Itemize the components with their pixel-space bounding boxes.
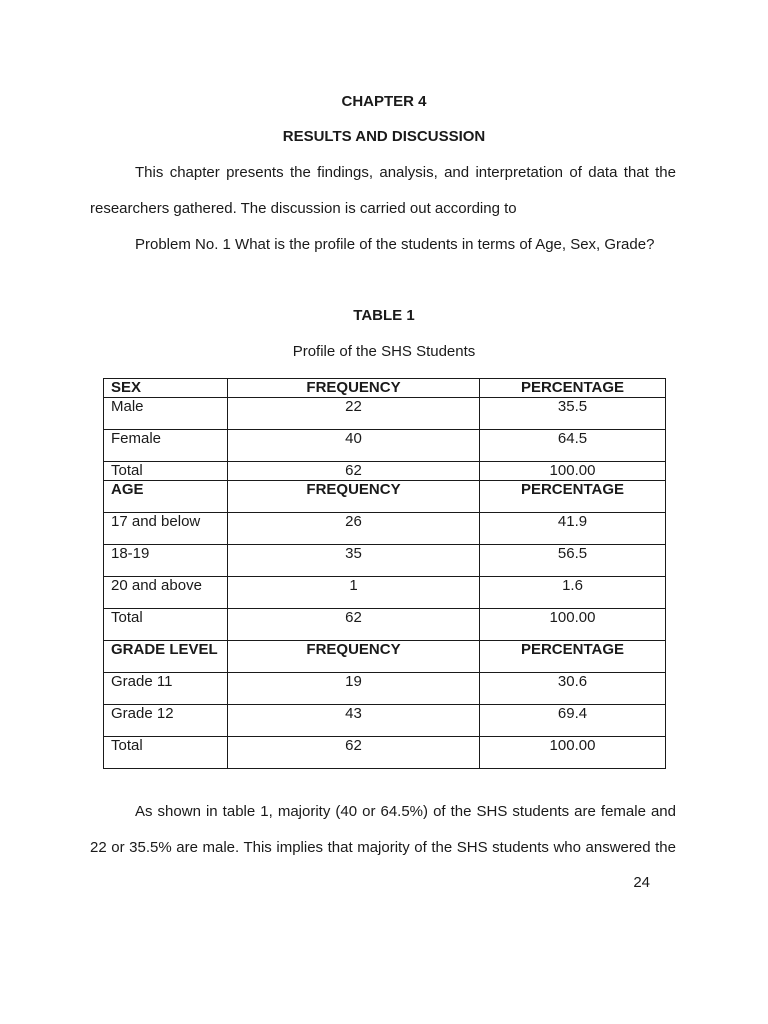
discussion-line-1	[90, 802, 676, 822]
table-cell: 22	[228, 398, 480, 430]
table-header-row-age	[104, 481, 666, 513]
discussion-line-2: 22 or 35.5% are male. This implies that majority of the SHS students who answered the	[90, 839, 676, 856]
section-heading: RESULTS AND DISCUSSION	[282, 128, 486, 145]
table-cell: 40	[228, 430, 480, 462]
table-row-total	[104, 609, 666, 641]
profile-table	[103, 378, 666, 769]
table-header-row-sex	[104, 379, 666, 398]
intro-line-1-text: This chapter presents the findings, analysis, and interpretation of data that the	[135, 164, 676, 181]
table-cell: 1	[228, 577, 480, 609]
table-row	[104, 673, 666, 705]
table-cell: 17 and below	[104, 513, 228, 545]
table-cell: 64.5	[480, 430, 666, 462]
chapter-title: CHAPTER 4	[341, 93, 427, 110]
table-cell: 62	[228, 462, 480, 481]
discussion-line-1-text: As shown in table 1, majority (40 or 64.5%) of the SHS students are female and	[135, 803, 676, 820]
table-row-total	[104, 462, 666, 481]
header-cell: GRADE LEVEL	[104, 641, 228, 673]
table-cell: 62	[228, 609, 480, 641]
table-row	[104, 545, 666, 577]
table-cell: 26	[228, 513, 480, 545]
intro-line-2: researchers gathered. The discussion is carried out according to	[90, 200, 517, 217]
table-row	[104, 705, 666, 737]
table-row-total	[104, 737, 666, 769]
table-cell: 43	[228, 705, 480, 737]
table-cell: Total	[104, 609, 228, 641]
header-cell: FREQUENCY	[228, 641, 480, 673]
table-cell: 1.6	[480, 577, 666, 609]
intro-line-1	[90, 163, 676, 183]
table-row	[104, 430, 666, 462]
table-cell: 100.00	[480, 737, 666, 769]
table-cell: 19	[228, 673, 480, 705]
table-header-row-grade	[104, 641, 666, 673]
table-cell: 35	[228, 545, 480, 577]
table-cell: 69.4	[480, 705, 666, 737]
table-cell: Female	[104, 430, 228, 462]
table-cell: 30.6	[480, 673, 666, 705]
table-cell: Grade 12	[104, 705, 228, 737]
problem-statement: Problem No. 1 What is the profile of the students in terms of Age, Sex, Grade?	[135, 236, 655, 253]
header-cell: AGE	[104, 481, 228, 513]
table-caption: Profile of the SHS Students	[292, 343, 476, 360]
table-cell: 100.00	[480, 462, 666, 481]
table-row	[104, 577, 666, 609]
table-cell: Total	[104, 737, 228, 769]
table-cell: Grade 11	[104, 673, 228, 705]
table-cell: Male	[104, 398, 228, 430]
table-cell: 100.00	[480, 609, 666, 641]
table-label: TABLE 1	[353, 307, 415, 324]
table-cell: Total	[104, 462, 228, 481]
header-cell: SEX	[104, 379, 228, 398]
table-row	[104, 513, 666, 545]
table-row	[104, 398, 666, 430]
table-cell: 35.5	[480, 398, 666, 430]
table-cell: 56.5	[480, 545, 666, 577]
header-cell: PERCENTAGE	[480, 379, 666, 398]
table-cell: 18-19	[104, 545, 228, 577]
header-cell: PERCENTAGE	[480, 641, 666, 673]
table-cell: 41.9	[480, 513, 666, 545]
table-cell: 62	[228, 737, 480, 769]
page-number: 24	[633, 874, 650, 891]
header-cell: FREQUENCY	[228, 481, 480, 513]
table-cell: 20 and above	[104, 577, 228, 609]
header-cell: FREQUENCY	[228, 379, 480, 398]
header-cell: PERCENTAGE	[480, 481, 666, 513]
